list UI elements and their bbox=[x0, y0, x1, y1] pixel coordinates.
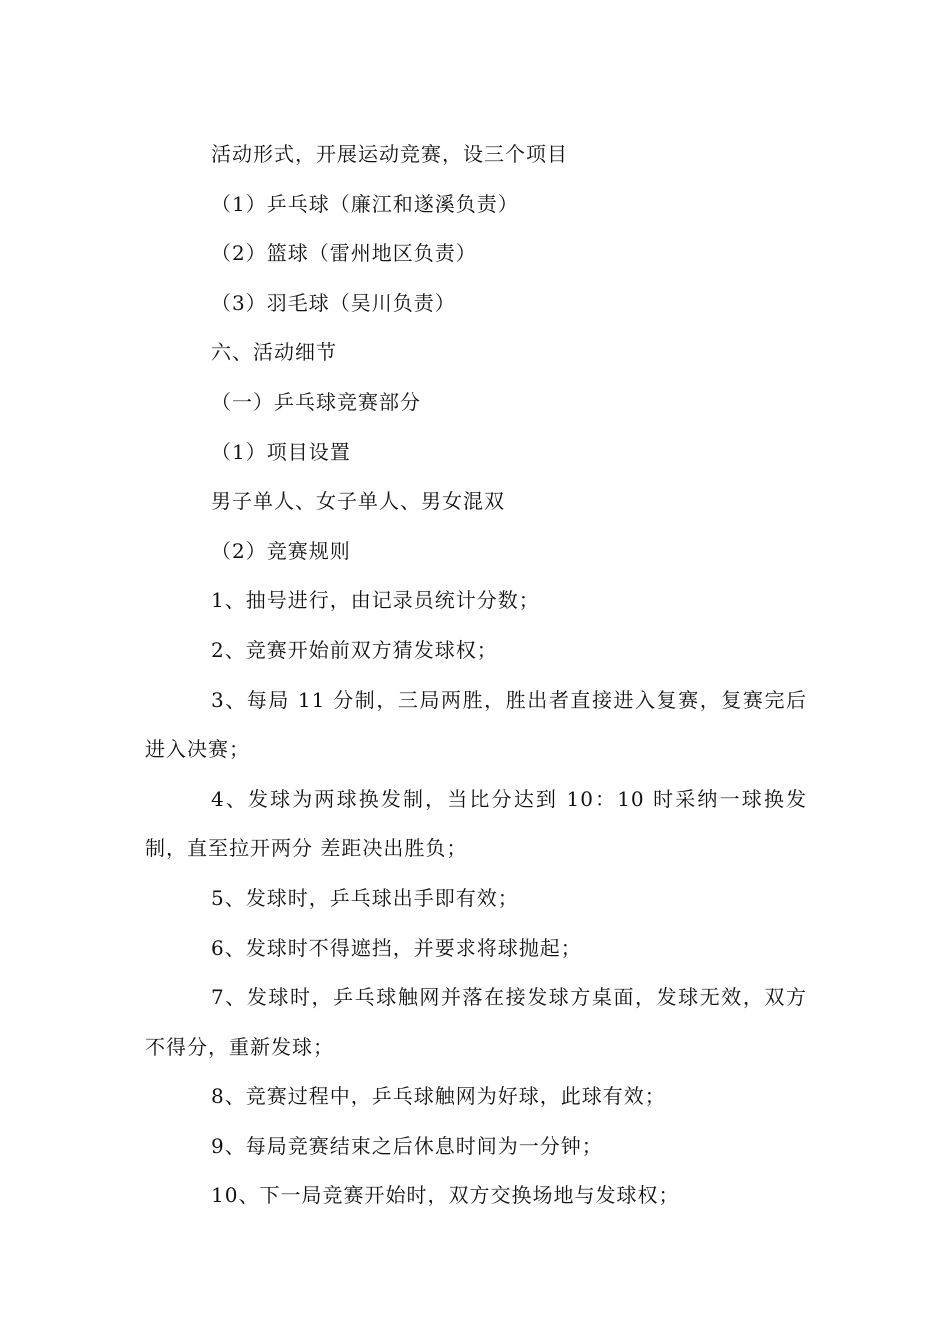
rule-item-4: 4、发球为两球换发制，当比分达到 10：10 时采纳一球换发制，直至拉开两分 差距决出胜负； bbox=[145, 786, 807, 861]
subsection-heading-table-tennis: （一）乒乓球竞赛部分 bbox=[211, 389, 421, 414]
rule-item-2: 2、竞赛开始前双方猜发球权； bbox=[211, 637, 498, 662]
rule-item-9: 9、每局竞赛结束之后休息时间为一分钟； bbox=[211, 1133, 603, 1158]
document-body bbox=[145, 130, 807, 1221]
paragraph-event-list: 男子单人、女子单人、男女混双 bbox=[211, 489, 505, 514]
rule-item-10: 10、下一局竞赛开始时，双方交换场地与发球权； bbox=[211, 1183, 680, 1208]
subheading-competition-rules: （2）竞赛规则 bbox=[211, 538, 351, 563]
rule-item-8: 8、竞赛过程中，乒乓球触网为好球，此球有效； bbox=[211, 1084, 666, 1109]
rule-item-3: 3、每局 11 分制，三局两胜，胜出者直接进入复赛，复赛完后进入决赛； bbox=[145, 687, 807, 762]
rule-item-1: 1、抽号进行，由记录员统计分数； bbox=[211, 588, 540, 613]
rule-item-5: 5、发球时，乒乓球出手即有效； bbox=[211, 885, 519, 910]
rule-item-7: 7、发球时，乒乓球触网并落在接发球方桌面，发球无效，双方不得分，重新发球； bbox=[145, 985, 807, 1059]
paragraph-item-basketball: （2）篮球（雷州地区负责） bbox=[211, 241, 477, 266]
paragraph-item-badminton: （3）羽毛球（吴川负责） bbox=[211, 290, 456, 315]
rule-item-6: 6、发球时不得遮挡，并要求将球抛起； bbox=[211, 935, 582, 960]
subheading-event-setup: （1）项目设置 bbox=[211, 439, 351, 464]
paragraph-activity-form: 活动形式，开展运动竞赛，设三个项目 bbox=[211, 142, 568, 166]
section-heading-activity-details: 六、活动细节 bbox=[211, 340, 337, 365]
paragraph-item-table-tennis: （1）乒乓球（廉江和遂溪负责） bbox=[211, 191, 519, 216]
